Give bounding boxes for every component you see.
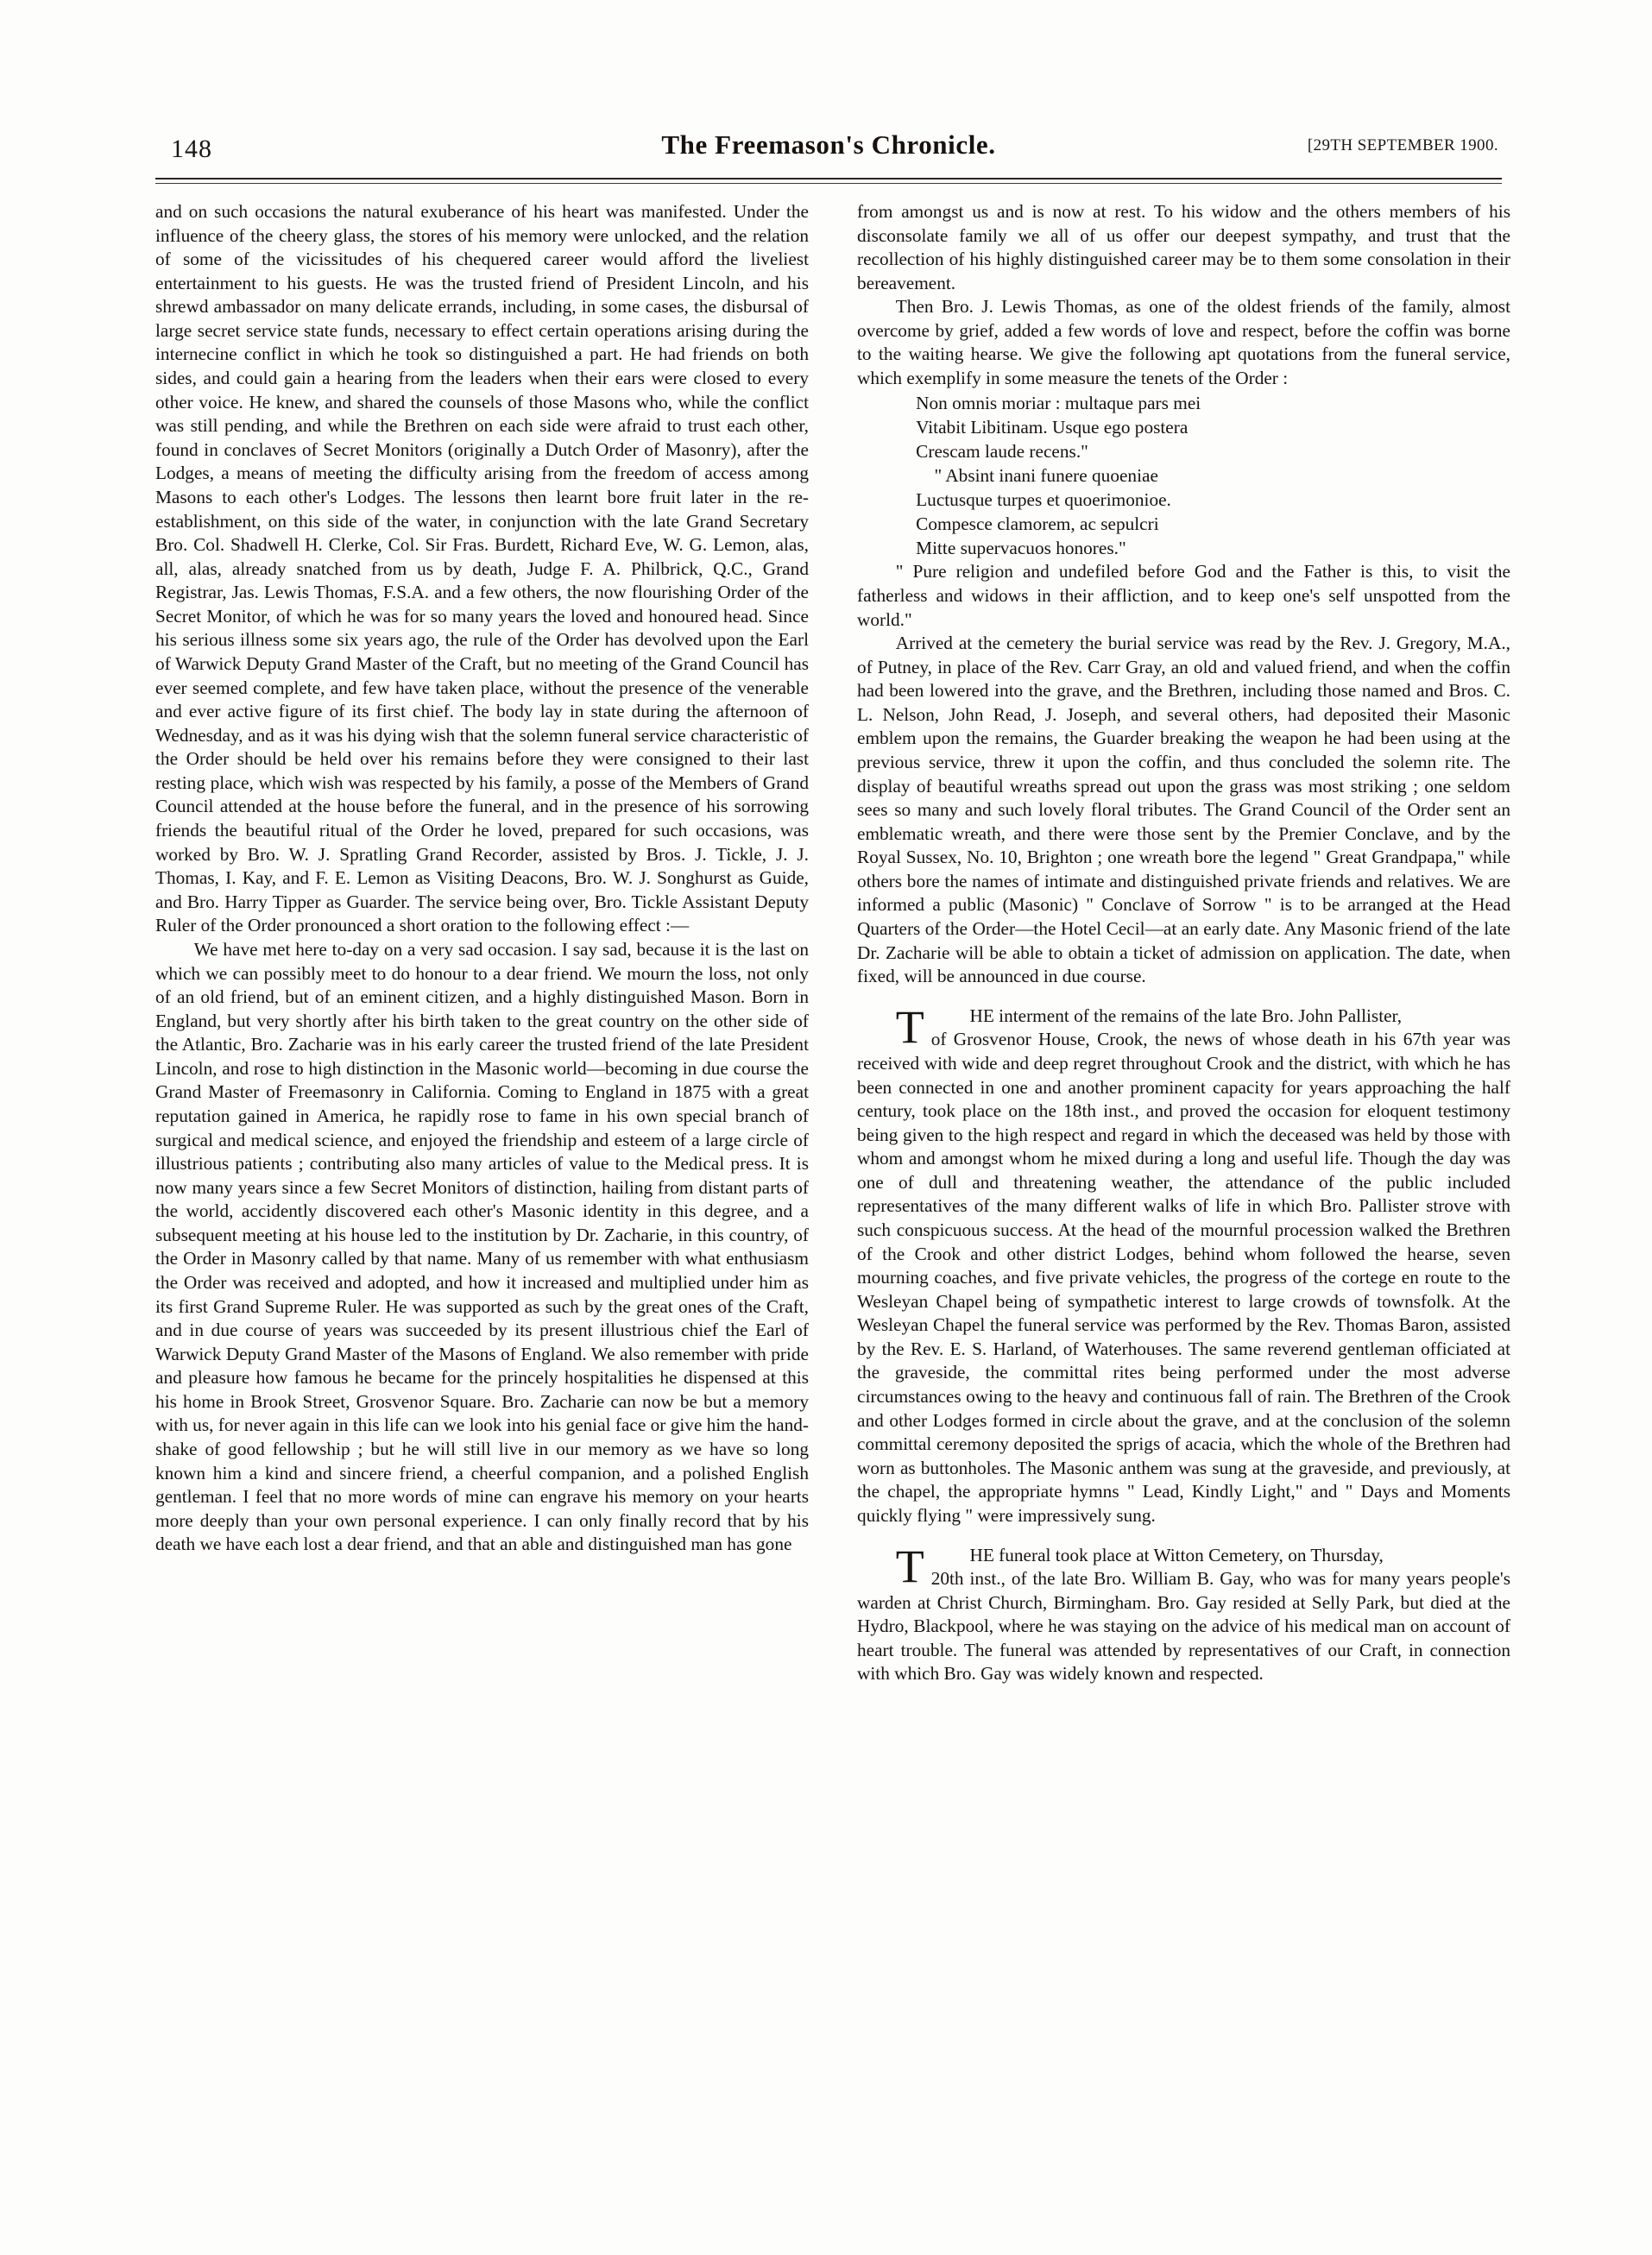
paragraph-thomas: Then Bro. J. Lewis Thomas, as one of the oldest friends of the family, almost overcome by grief, added a few words of love and respect, before the coffin was borne to the waiting hearse. We give the following apt quotations from the funeral service, which exemplify in some measure the tenets of the Order : [857, 296, 1510, 389]
paragraph-sympathy: from amongst us and is now at rest. To his widow and the others members of his disconsolate family we all of us offer our deepest sympathy, and trust that the recollection of his highly distinguished career may be to them some consolation in their bereavement. [857, 201, 1510, 293]
article-opening-line: HE funeral took place at Witton Cemetery, on Thursday, [969, 1544, 1384, 1565]
article-spacer [857, 989, 1510, 1005]
right-column [857, 200, 1510, 2185]
article-body: in his 67th year was received with wide and deep regret throughout Crook and the district, with which he has been connected in one and another prominent capacity for years approaching the half century, took place on the 18th inst., and proved the occasion for eloquent testimony being given to the high respect and regard in which the deceased was held by those with whom and amongst whom he mixed during a long and useful life. Though the day was one of dull and threatening weather, the attendance of the public included representatives of the many different walks of life in which Bro. Pallister strove with such conspicuous success. At the head of the mournful procession walked the Brethren of the Crook and other district Lodges, behind whom followed the hearse, seven mourning coaches, and five private vehicles, the progress of the cortege en route to the Wesleyan Chapel being of sympathetic interest to large crowds of townsfolk. At the Wesleyan Chapel the funeral service was performed by the Rev. Thomas Baron, assisted by the Rev. E. S. Harland, of Waterhouses. The same reverend gentleman officiated at the graveside, the committal rites being performed under the most adverse circumstances owing to the heavy and continuous fall of rain. The Brethren of the Crook and other Lodges formed in circle about the grave, and at the conclusion of the solemn committal ceremony deposited the sprigs of acacia, which the whole of the Brethren had worn as buttonholes. The Masonic anthem was sung at the graveside, and previously, at the chapel, the appropriate hymns " Lead, Kindly Light," and " Days and Moments quickly flying " were impressively sung. [857, 1029, 1510, 1526]
article-pallister [857, 1000, 1510, 1528]
paragraph-scripture: " Pure religion and undefiled before God and the Father is this, to visit the fatherless and widows in their affliction, and to keep one's self unspotted from the world." [857, 561, 1510, 630]
verse-line: Vitabit Libitinam. Usque ego postera [916, 416, 1189, 438]
verse-line: Non omnis moriar : multaque pars mei [916, 392, 1201, 413]
article-second-line: of Grosvenor House, Crook, the news of whose death [930, 1029, 1346, 1050]
paragraph-continuation: and on such occasions the natural exuberance of his heart was manifested. Under the influence of the cheery glass, the stores of his memory were unlocked, and the relation of some of the vicissitudes of his chequered career would afford the liveliest entertainment to his guests. He was the trusted friend of President Lincoln, and his shrewd ambassador on many delicate errands, including, in some cases, the disbursal of large secret service state funds, necessary to effect certain operations arising during the internecine conflict in which he took so distinguished a part. He had friends on both sides, and could gain a hearing from the leaders when their ears were closed to every other voice. He knew, and shared the counsels of those Masons who, while the conflict was still pending, and while the Brethren on each side were afraid to trust each other, found in conclaves of Secret Monitors (originally a Dutch Order of Masonry), after the Lodges, a means of meeting the difficulty arising from the freedom of access among Masons to each other's Lodges. The lessons then learnt bore fruit later in the re-establishment, on this side of the water, in conjunction with the late Grand Secretary Bro. Col. Shadwell H. Clerke, Col. Sir Fras. Burdett, Richard Eve, W. G. Lemon, alas, all, alas, already snatched from us by death, Judge F. A. Philbrick, Q.C., Grand Registrar, Jas. Lewis Thomas, F.S.A. and a few others, the now flourishing Order of the Secret Monitor, of which he was for so many years the loved and honoured head. Since his serious illness some six years ago, the rule of the Order has devolved upon the Earl of Warwick Deputy Grand Master of the Craft, but no meeting of the Grand Council has ever seemed complete, and few have taken place, without the presence of the venerable and ever active figure of its first chief. The body lay in state during the afternoon of Wednesday, and as it was his dying wish that the solemn funeral service characteristic of the Order should be held over his remains before they were consigned to their last resting place, which wish was respected by his family, a posse of the Members of Grand Council attended at the house before the funeral, and in the presence of his sorrowing friends the beautiful ritual of the Order he loved, prepared for such occasions, was worked by Bro. W. J. Spratling Grand Recorder, assisted by Bros. J. Tickle, J. J. Thomas, I. Kay, and F. E. Lemon as Visiting Deacons, Bro. W. J. Songhurst as Guide, and Bro. Harry Tipper as Guarder. The service being over, Bro. Tickle Assistant Deputy Ruler of the Order pronounced a short oration to the following effect :— [155, 201, 809, 936]
text-columns [155, 200, 1510, 2185]
article-opening-line: HE interment of the remains of the late Bro. John Pallister, [969, 1005, 1403, 1026]
journal-title: The Freemason's Chronicle. [661, 129, 996, 160]
dropcap-letter: T [895, 1000, 924, 1053]
issue-date: [29TH SEPTEMBER 1900. [1307, 136, 1498, 154]
article-body: many years people's warden at Christ Church, Birmingham. Bro. Gay resided at Selly Park, but died at the Hydro, Blackpool, where he was staying on the advice of his medical man on account of heart trouble. The funeral was attended by representatives of our Craft, in connection with which Bro. Gay was widely known and respected. [857, 1568, 1511, 1685]
page-masthead [155, 129, 1502, 173]
verse-line: Compesce clamorem, ac sepulcri [916, 513, 1159, 535]
verse-line: Luctusque turpes et quoerimonioe. [916, 489, 1171, 511]
masthead-rule-thin [155, 183, 1502, 184]
article-spacer [857, 1528, 1510, 1544]
article-gay [857, 1540, 1511, 1686]
dropcap-letter: T [895, 1540, 924, 1592]
verse-line: Mitte supervacuos honores." [916, 538, 1126, 559]
paragraph-oration: We have met here to-day on a very sad occasion. I say sad, because it is the last on which we can possibly meet to do honour to a dear friend. We mourn the loss, not only of an old friend, but of an eminent citizen, and a highly distinguished Mason. Born in England, but very shortly after his birth taken to the great country on the other side of the Atlantic, Bro. Zacharie was in his early career the trusted friend of the late President Lincoln, and rose to high distinction in the Masonic world—becoming in due course the Grand Master of Freemasonry in California. Coming to England in 1875 with a great reputation gained in America, he rapidly rose to fame in his own special branch of surgical and medical science, and enjoyed the friendship and esteem of a large circle of illustrious patients ; contributing also many articles of value to the Medical press. It is now many years since a few Secret Monitors of distinction, hailing from distant parts of the world, accidently discovered each other's Masonic identity in this degree, and a subsequent meeting at his house led to the institution by Dr. Zacharie, in this country, of the Order in Masonry called by that name. Many of us remember with what enthusiasm the Order was received and adopted, and how it increased and multiplied under him as its first Grand Supreme Ruler. He was supported as such by the great ones of the Craft, and in due course of years was succeeded by its present illustrious chief the Earl of Warwick Deputy Grand Master of the Masons of England. We also remember with pride and pleasure how famous he became for the princely hospitalities he dispensed at this his home in Brook Street, Grosvenor Square. Bro. Zacharie can now be but a memory with us, for never again in this life can we look into his genial face or give him the hand-shake of good fellowship ; but he will still live in our memory as we have so long known him a kind and sincere friend, a cheerful companion, and a polished English gentleman. I feel that no more words of mine can engrave his memory on your hearts more deeply than your own personal experience. I can only finally record that by his death we have each lost a dear friend, and that an able and distinguished man has gone [155, 938, 810, 1555]
paragraph-cemetery: Arrived at the cemetery the burial service was read by the Rev. J. Gregory, M.A., of Putney, in place of the Rev. Carr Gray, an old and valued friend, and when the coffin had been lowered into the grave, and the Brethren, including those named and Bros. C. L. Nelson, John Read, J. Joseph, and several others, had deposited their Masonic emblem upon the remains, the Guarder breaking the weapon he had been using at the previous service, threw it upon the coffin, and thus concluded the solemn rite. The display of beautiful wreaths spread out upon the grass was most striking ; one seldom sees so many and such lovely floral tributes. The Grand Council of the Order sent an emblematic wreath, and there were those sent by the Premier Conclave, and by the Royal Sussex, No. 10, Brighton ; one wreath bore the legend " Great Grandpapa," while others bore the names of intimate and distinguished private friends and relatives. We are informed a public (Masonic) " Conclave of Sorrow " is to be arranged at the Head Quarters of the Order—the Hotel Cecil—at an early date. Any Masonic friend of the late Dr. Zacharie will be able to obtain a ticket of admission on application. The date, when fixed, will be announced in due course. [857, 633, 1510, 987]
funeral-verse [857, 391, 1510, 561]
masthead-rule-thick [155, 178, 1502, 180]
verse-line: Crescam laude recens." [916, 440, 1088, 462]
verse-line: " Absint inani funere quoeniae [934, 464, 1158, 486]
page-number: 148 [171, 135, 212, 163]
left-column [155, 200, 809, 2185]
article-second-line: 20th inst., of the late Bro. William B. Gay, who was for [930, 1568, 1354, 1590]
